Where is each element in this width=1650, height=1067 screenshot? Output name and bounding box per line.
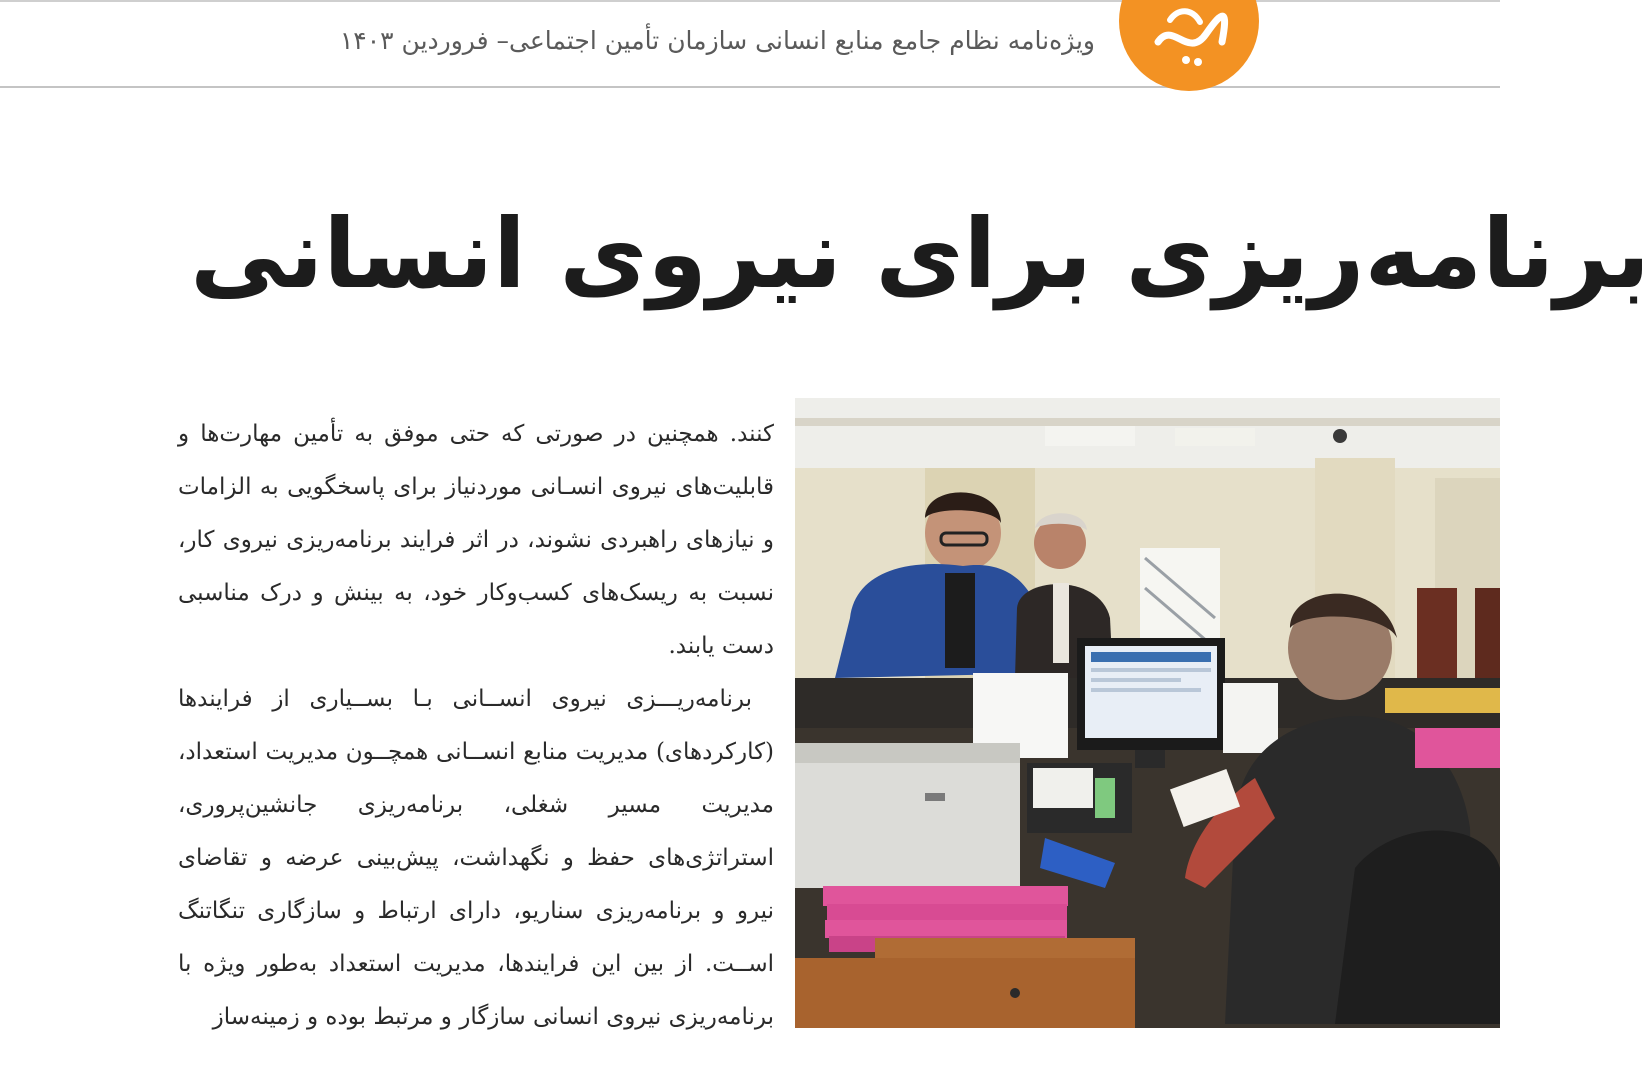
logo-icon <box>1118 0 1260 92</box>
header-divider <box>0 86 1500 88</box>
headline-clip <box>190 198 1650 338</box>
article-paragraph: برنامه‌ریـــزی نیروی انســانی بـا بســیاری از فرایندها (کارکردهای) مدیریت منابع انســانی همچــون مدیریت استعداد، مدیریت مسیر شغلی، برنامه‌ریزی جانشین‌پروری، استراتژی‌های حفظ و نگهداشت، پیش‌بینی عرضه و تقاضای نیرو و برنامه‌ریزی سناریو، دارای ارتباط و سازگاری تنگاتنگ اســت. از بین این فرایندها، مدیریت استعداد به‌طور ویژه با برنامه‌ریزی نیروی انسانی سازگار و مرتبط بوده و زمینه‌ساز <box>178 686 774 1030</box>
office-scene-image <box>795 398 1500 1024</box>
publication-logo <box>1118 0 1260 92</box>
article-photo <box>795 398 1500 1024</box>
article-headline: برنامه‌ریزی برای نیروی انسانی <box>190 198 1650 310</box>
page-header <box>0 0 1500 88</box>
article-paragraph: کنند. همچنین در صورتی که حتی موفق به تأمین مهارت‌ها و قابلیت‌های نیروی انسـانی موردنیاز برای پاسخگویی به الزامات و نیازهای راهبردی نشوند، در اثر فرایند برنامه‌ریزی نیروی کار، نسبت به ریسک‌های کسب‌وکار خود، به بینش و درک مناسبی دست یابند. <box>178 421 774 659</box>
issue-title: ویژه‌نامه نظام جامع منابع انسانی سازمان تأمین اجتماعی– فروردین ۱۴۰۳ <box>339 26 1095 55</box>
article-body <box>178 408 774 1067</box>
